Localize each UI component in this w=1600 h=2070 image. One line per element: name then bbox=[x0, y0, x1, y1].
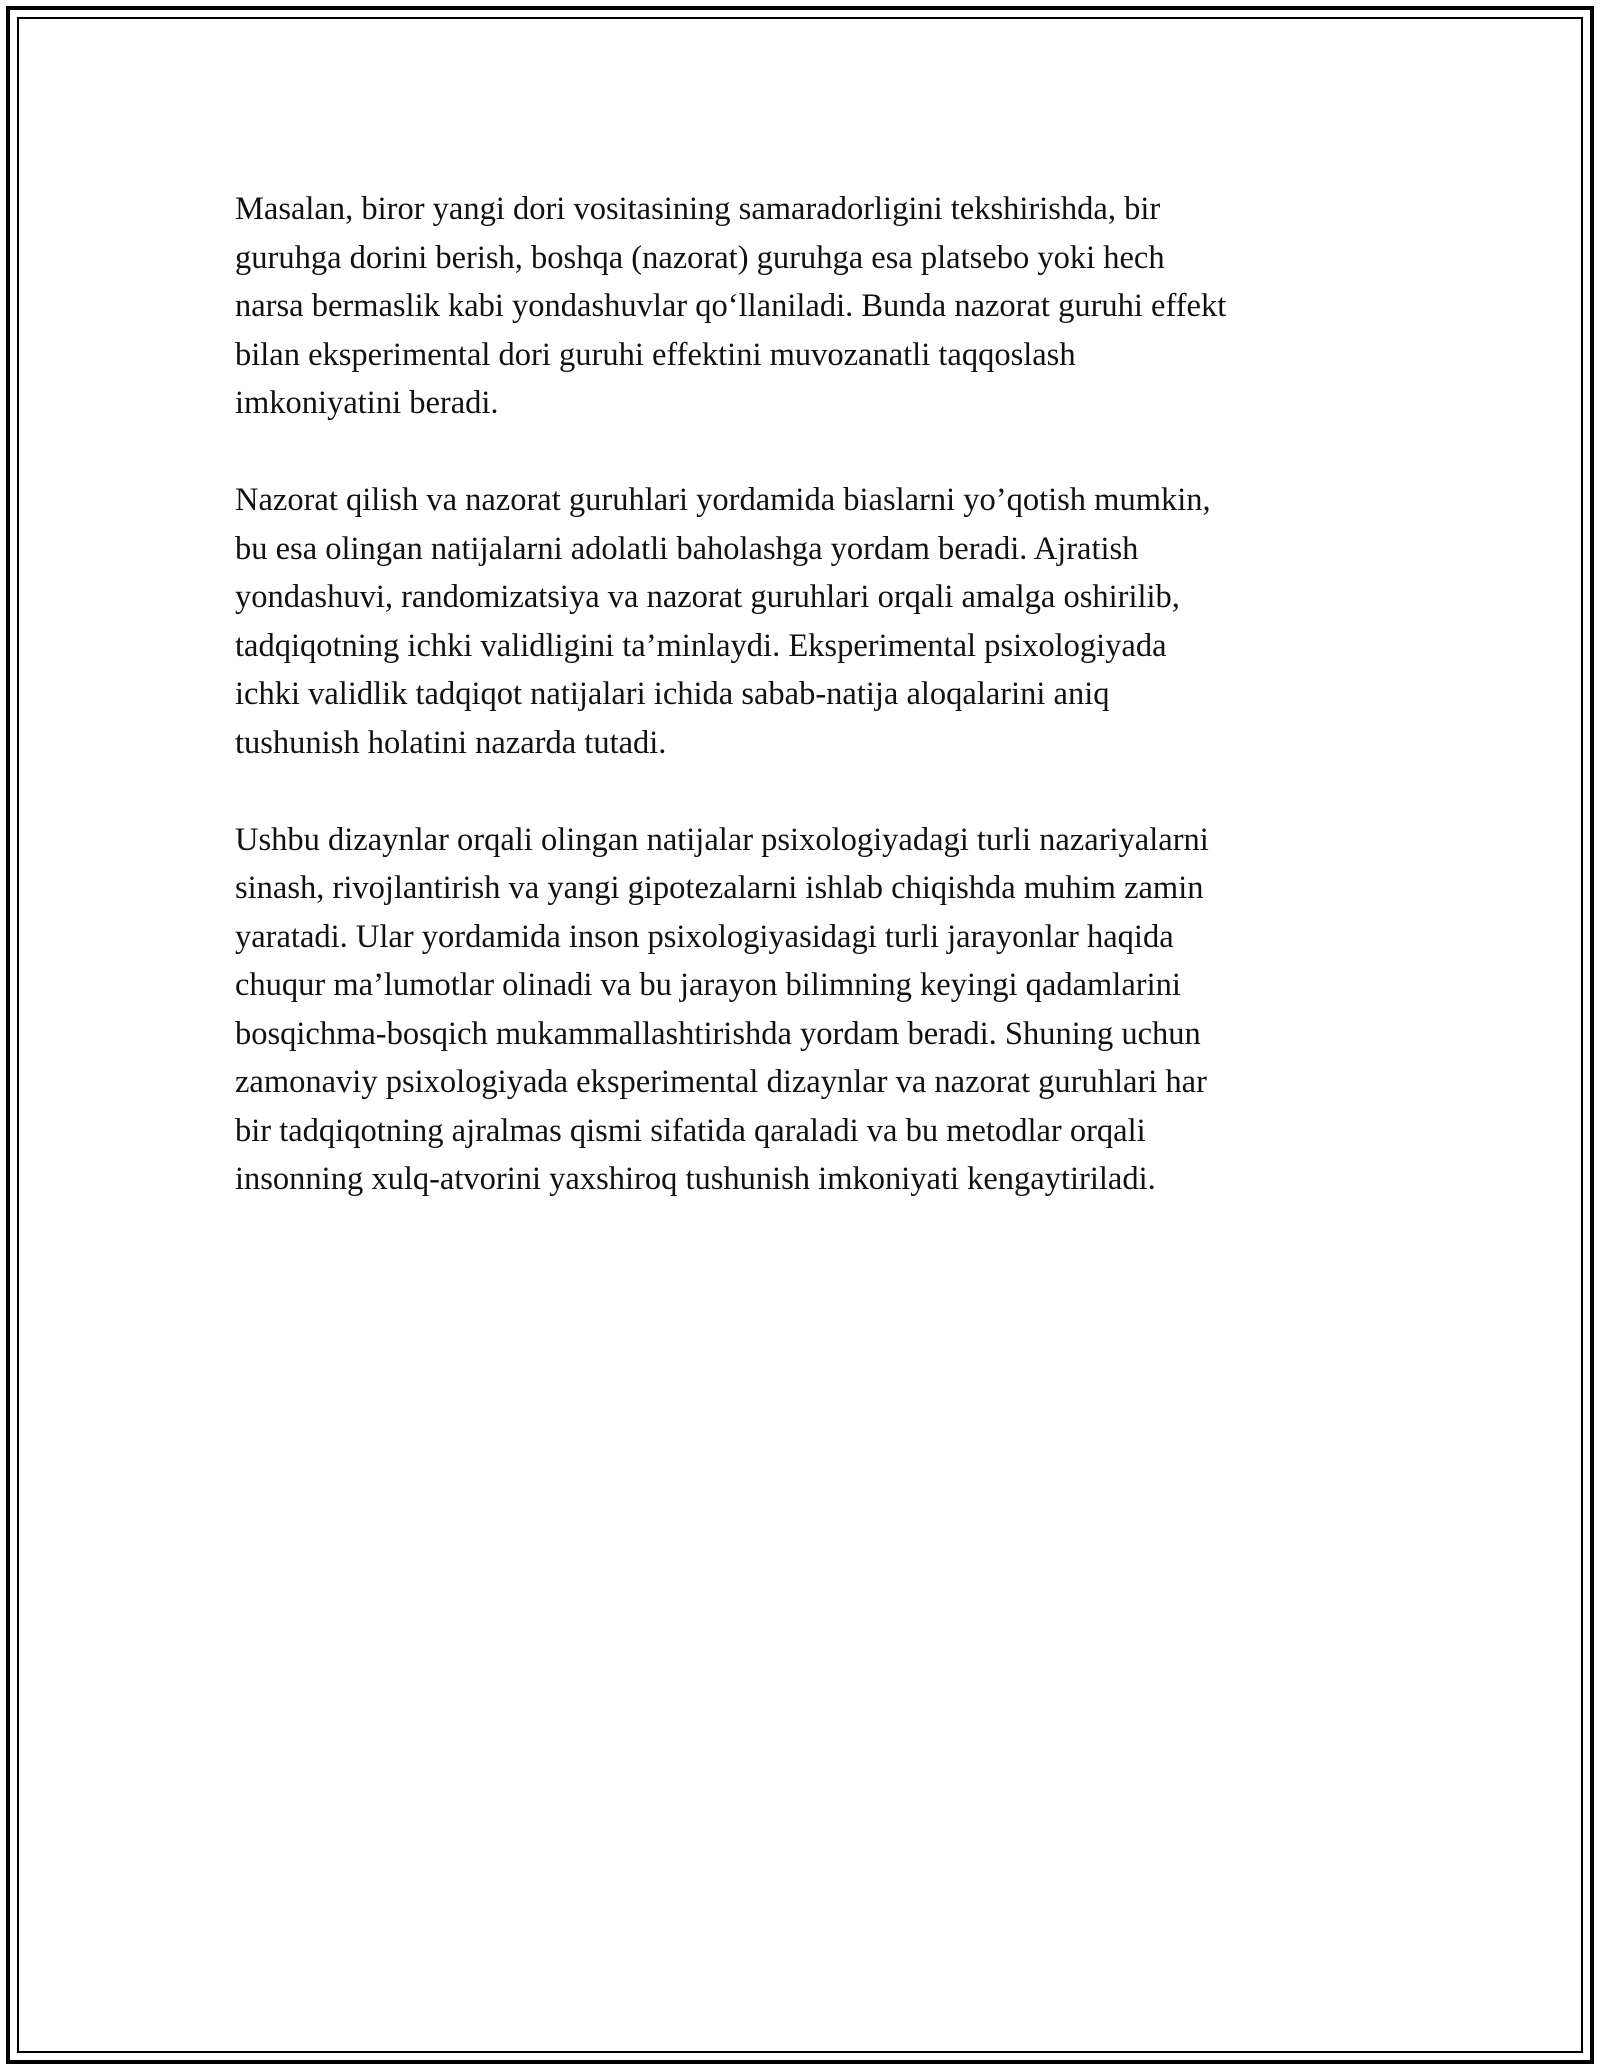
paragraph-line: insonning xulq-atvorini yaxshiroq tushunish imkoniyati kengaytiriladi. bbox=[235, 1161, 1156, 1197]
paragraph-line: yondashuvi, randomizatsiya va nazorat guruhlari orqali amalga oshirilib, bbox=[235, 579, 1180, 615]
paragraph-line: narsa bermaslik kabi yondashuvlar qo‘llaniladi. Bunda nazorat guruhi effekt bbox=[235, 288, 1227, 324]
document-body bbox=[235, 185, 1375, 1252]
paragraph-line: zamonaviy psixologiyada eksperimental dizaynlar va nazorat guruhlari har bbox=[235, 1064, 1207, 1100]
paragraph-line: Nazorat qilish va nazorat guruhlari yordamida biaslarni yo’qotish mumkin, bbox=[235, 482, 1211, 518]
paragraph-line: guruhga dorini berish, boshqa (nazorat) guruhga esa platsebo yoki hech bbox=[235, 239, 1165, 276]
paragraph-line: imkoniyatini beradi. bbox=[235, 385, 499, 421]
paragraph-line: bilan eksperimental dori guruhi effektini muvozanatli taqqoslash bbox=[235, 336, 1076, 373]
paragraph-line: bosqichma-bosqich mukammallashtirishda yordam beradi. Shuning uchun bbox=[235, 1015, 1201, 1052]
paragraph-line: bu esa olingan natijalarni adolatli baholashga yordam beradi. Ajratish bbox=[235, 530, 1139, 567]
paragraph-line: tushunish holatini nazarda tutadi. bbox=[235, 724, 667, 761]
paragraph-line: bir tadqiqotning ajralmas qismi sifatida qaraladi va bu metodlar orqali bbox=[235, 1112, 1146, 1149]
paragraph-line: sinash, rivojlantirish va yangi gipotezalarni ishlab chiqishda muhim zamin bbox=[235, 870, 1204, 906]
paragraph-line: yaratadi. Ular yordamida inson psixologiyasidagi turli jarayonlar haqida bbox=[235, 918, 1174, 955]
paragraph-1 bbox=[235, 185, 1375, 428]
paragraph-line: chuqur ma’lumotlar olinadi va bu jarayon bilimning keyingi qadamlarini bbox=[235, 967, 1181, 1003]
paragraph-line: tadqiqotning ichki validligini ta’minlaydi. Eksperimental psixologiyada bbox=[235, 627, 1167, 664]
paragraph-line: ichki validlik tadqiqot natijalari ichida sabab-natija aloqalarini aniq bbox=[235, 676, 1110, 712]
paragraph-2 bbox=[235, 476, 1375, 767]
paragraph-line: Masalan, biror yangi dori vositasining samaradorligini tekshirishda, bir bbox=[235, 191, 1161, 227]
paragraph-3 bbox=[235, 816, 1375, 1204]
paragraph-line: Ushbu dizaynlar orqali olingan natijalar psixologiyadagi turli nazariyalarni bbox=[235, 821, 1209, 858]
